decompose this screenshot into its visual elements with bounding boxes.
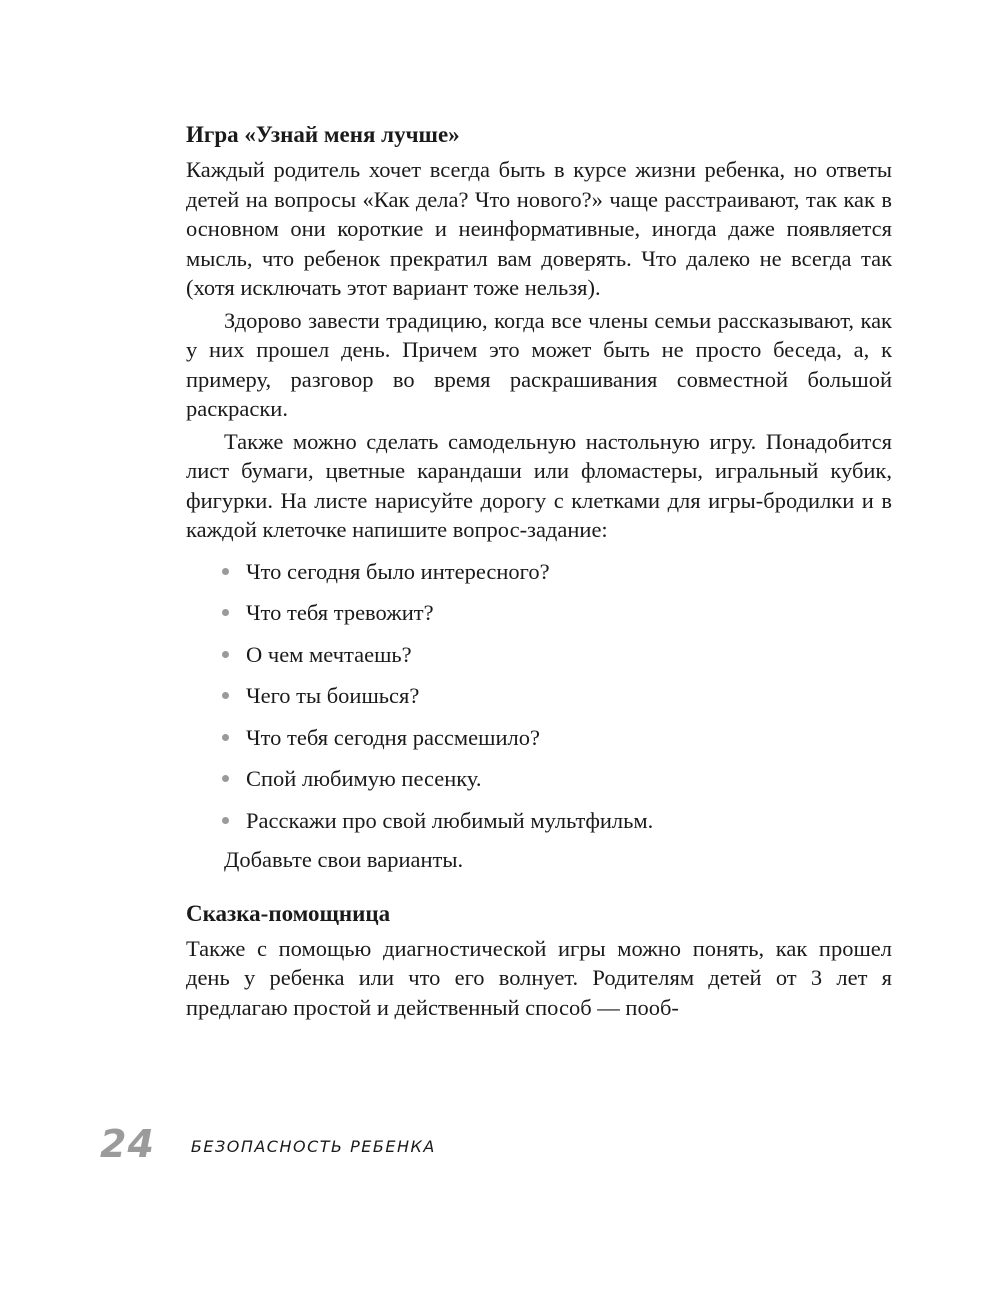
list-item [222, 640, 892, 669]
bullet-icon [222, 609, 229, 616]
paragraph-tradition: Здорово завести традицию, когда все члены семьи рассказывают, как у них прошел день. Причем это может быть не просто беседа, а, к примеру, разговор во время раскрашивания совместной большой раскраски. [186, 307, 892, 421]
bullet-icon [222, 692, 229, 699]
list-item-text: Расскажи про свой любимый мультфильм. [246, 807, 654, 833]
paragraph-diagnostic: Также с помощью диагностической игры можно понять, как прошел день у ребенка или что его волнует. Родителям детей от 3 лет я предлагаю простой и действенный способ — пооб- [186, 935, 892, 1020]
list-item [222, 681, 892, 710]
page-footer [100, 1124, 436, 1164]
bullet-icon [222, 651, 229, 658]
list-item-text: Спой любимую песенку. [246, 766, 482, 791]
bullet-icon [222, 775, 229, 782]
page-number: 24 [100, 1122, 155, 1166]
bullet-icon [222, 817, 229, 824]
list-item [222, 764, 892, 793]
list-item-text: Что тебя сегодня рассмешило? [246, 724, 540, 750]
paragraph-add-variants: Добавьте свои варианты. [224, 847, 464, 872]
section-heading-fairy-tale: Сказка-помощница [186, 900, 391, 926]
paragraph-board-game: Также можно сделать самодельную настольную игру. Понадобится лист бумаги, цветные карандаши или фломастеры, игральный кубик, фигурки. На листе нарисуйте дорогу с клетками для игры-бродилки и в каждой клеточке напишите вопрос-задание: [186, 428, 892, 542]
list-item [222, 598, 892, 627]
bullet-icon [222, 734, 229, 741]
list-item-text: Что тебя тревожит? [246, 600, 434, 625]
running-head: БЕЗОПАСНОСТЬ РЕБЕНКА [190, 1137, 436, 1156]
list-item-text: Чего ты боишься? [246, 683, 420, 708]
question-list [186, 557, 892, 835]
bullet-icon [222, 568, 229, 575]
list-item [222, 557, 892, 586]
paragraph-intro: Каждый родитель хочет всегда быть в курсе жизни ребенка, но ответы детей на вопросы «Как дела? Что нового?» чаще расстраивают, так как в основном они короткие и неинформативные, иногда даже появляется мысль, что ребенок прекратил вам доверять. Что далеко не всегда так (хотя исключать этот вариант тоже нельзя). [186, 157, 892, 300]
list-item [222, 723, 892, 752]
page-content [186, 120, 892, 1022]
list-item-text: О чем мечтаешь? [246, 641, 412, 667]
list-item-text: Что сегодня было интересного? [246, 558, 550, 584]
section-heading-game: Игра «Узнай меня лучше» [186, 122, 460, 147]
list-item [222, 806, 892, 835]
